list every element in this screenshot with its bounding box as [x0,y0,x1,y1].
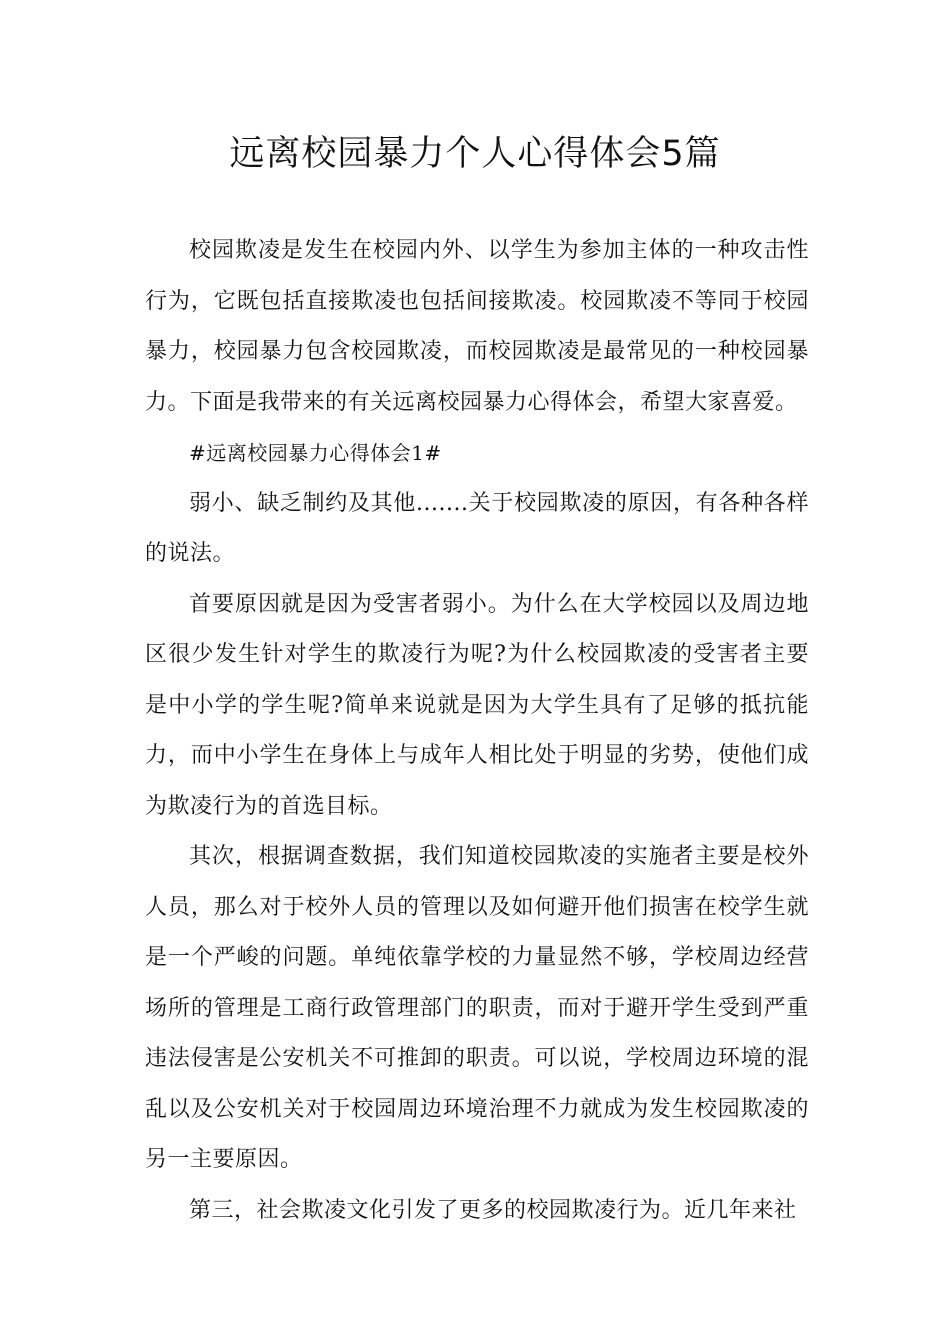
paragraph-causes: 弱小、缺乏制约及其他.......关于校园欺凌的原因，有各种各样的说法。 [145,490,809,566]
paragraph-second-reason: 其次，根据调查数据，我们知道校园欺凌的实施者主要是校外人员，那么对于校外人员的管理以及如何避开他们损害在校学生就是一个严峻的问题。单纯依靠学校的力量显然不够，学校周边经营场所的管理是工商行政管理部门的职责，而对于避开学生受到严重违法侵害是公安机关不可推卸的职责。可以说，学校周边环境的混乱以及公安机关对于校园周边环境治理不力就成为发生校园欺凌的另一主要原因。 [145,844,809,1172]
document-title: 远离校园暴力个人心得体会5篇 [229,134,721,174]
section-heading: #远离校园暴力心得体会1# [189,441,442,465]
document-body [145,226,809,1236]
paragraph-third-reason: 第三，社会欺凌文化引发了更多的校园欺凌行为。近几年来社 [189,1197,797,1223]
intro-paragraph: 校园欺凌是发生在校园内外、以学生为参加主体的一种攻击性行为，它既包括直接欺凌也包括间接欺凌。校园欺凌不等同于校园暴力，校园暴力包含校园欺凌，而校园欺凌是最常见的一种校园暴力。下面是我带来的有关远离校园暴力心得体会，希望大家喜爱。 [145,238,809,415]
paragraph-first-reason: 首要原因就是因为受害者弱小。为什么在大学校园以及周边地区很少发生针对学生的欺凌行为呢?为什么校园欺凌的受害者主要是中小学的学生呢?简单来说就是因为大学生具有了足够的抵抗能力，而中小学生在身体上与成年人相比处于明显的劣势，使他们成为欺凌行为的首选目标。 [145,591,809,819]
